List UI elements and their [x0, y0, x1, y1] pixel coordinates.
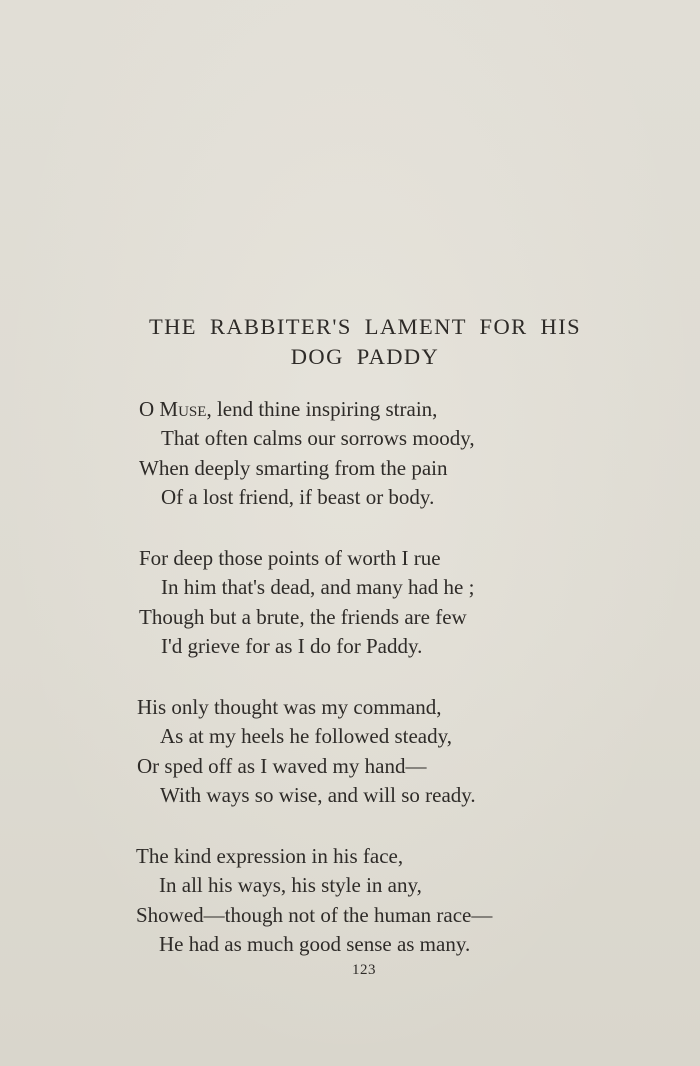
poem-body [0, 393, 700, 989]
stanza-4-line-1: The kind expression in his face, [136, 844, 404, 868]
stanza-2-line-4: I'd grieve for as I do for Paddy. [161, 634, 423, 658]
stanza-3-line-4: With ways so wise, and will so ready. [160, 783, 476, 807]
poem-title-line-1: THE RABBITER'S LAMENT FOR HIS [148, 314, 581, 339]
poem-title-line-2: DOG PADDY [290, 344, 440, 369]
stanza-3-line-1: His only thought was my command, [137, 695, 442, 719]
line-text-smallcaps: Muse [159, 397, 207, 421]
stanza-2 [0, 542, 700, 691]
stanza-3 [0, 691, 700, 840]
page-number: 123 [352, 962, 376, 978]
poem-title [0, 312, 700, 372]
stanza-4-line-2: In all his ways, his style in any, [159, 873, 422, 897]
stanza-1-line-2: That often calms our sorrows moody, [161, 426, 475, 450]
stanza-2-line-2: In him that's dead, and many had he ; [161, 575, 475, 599]
stanza-3-line-2: As at my heels he followed steady, [160, 724, 452, 748]
stanza-3-line-3: Or sped off as I waved my hand— [137, 754, 427, 778]
stanza-1-line-3: When deeply smarting from the pain [139, 456, 448, 480]
line-text: O [139, 397, 160, 421]
stanza-1-line-1 [139, 397, 437, 421]
stanza-4-line-3: Showed—though not of the human race— [136, 903, 493, 927]
stanza-4-line-4: He had as much good sense as many. [159, 932, 471, 956]
stanza-1-line-4: Of a lost friend, if beast or body. [161, 485, 435, 509]
line-text: , lend thine inspiring strain, [206, 397, 438, 421]
stanza-2-line-3: Though but a brute, the friends are few [139, 605, 467, 629]
stanza-2-line-1: For deep those points of worth I rue [139, 546, 441, 570]
stanza-1 [0, 393, 700, 542]
